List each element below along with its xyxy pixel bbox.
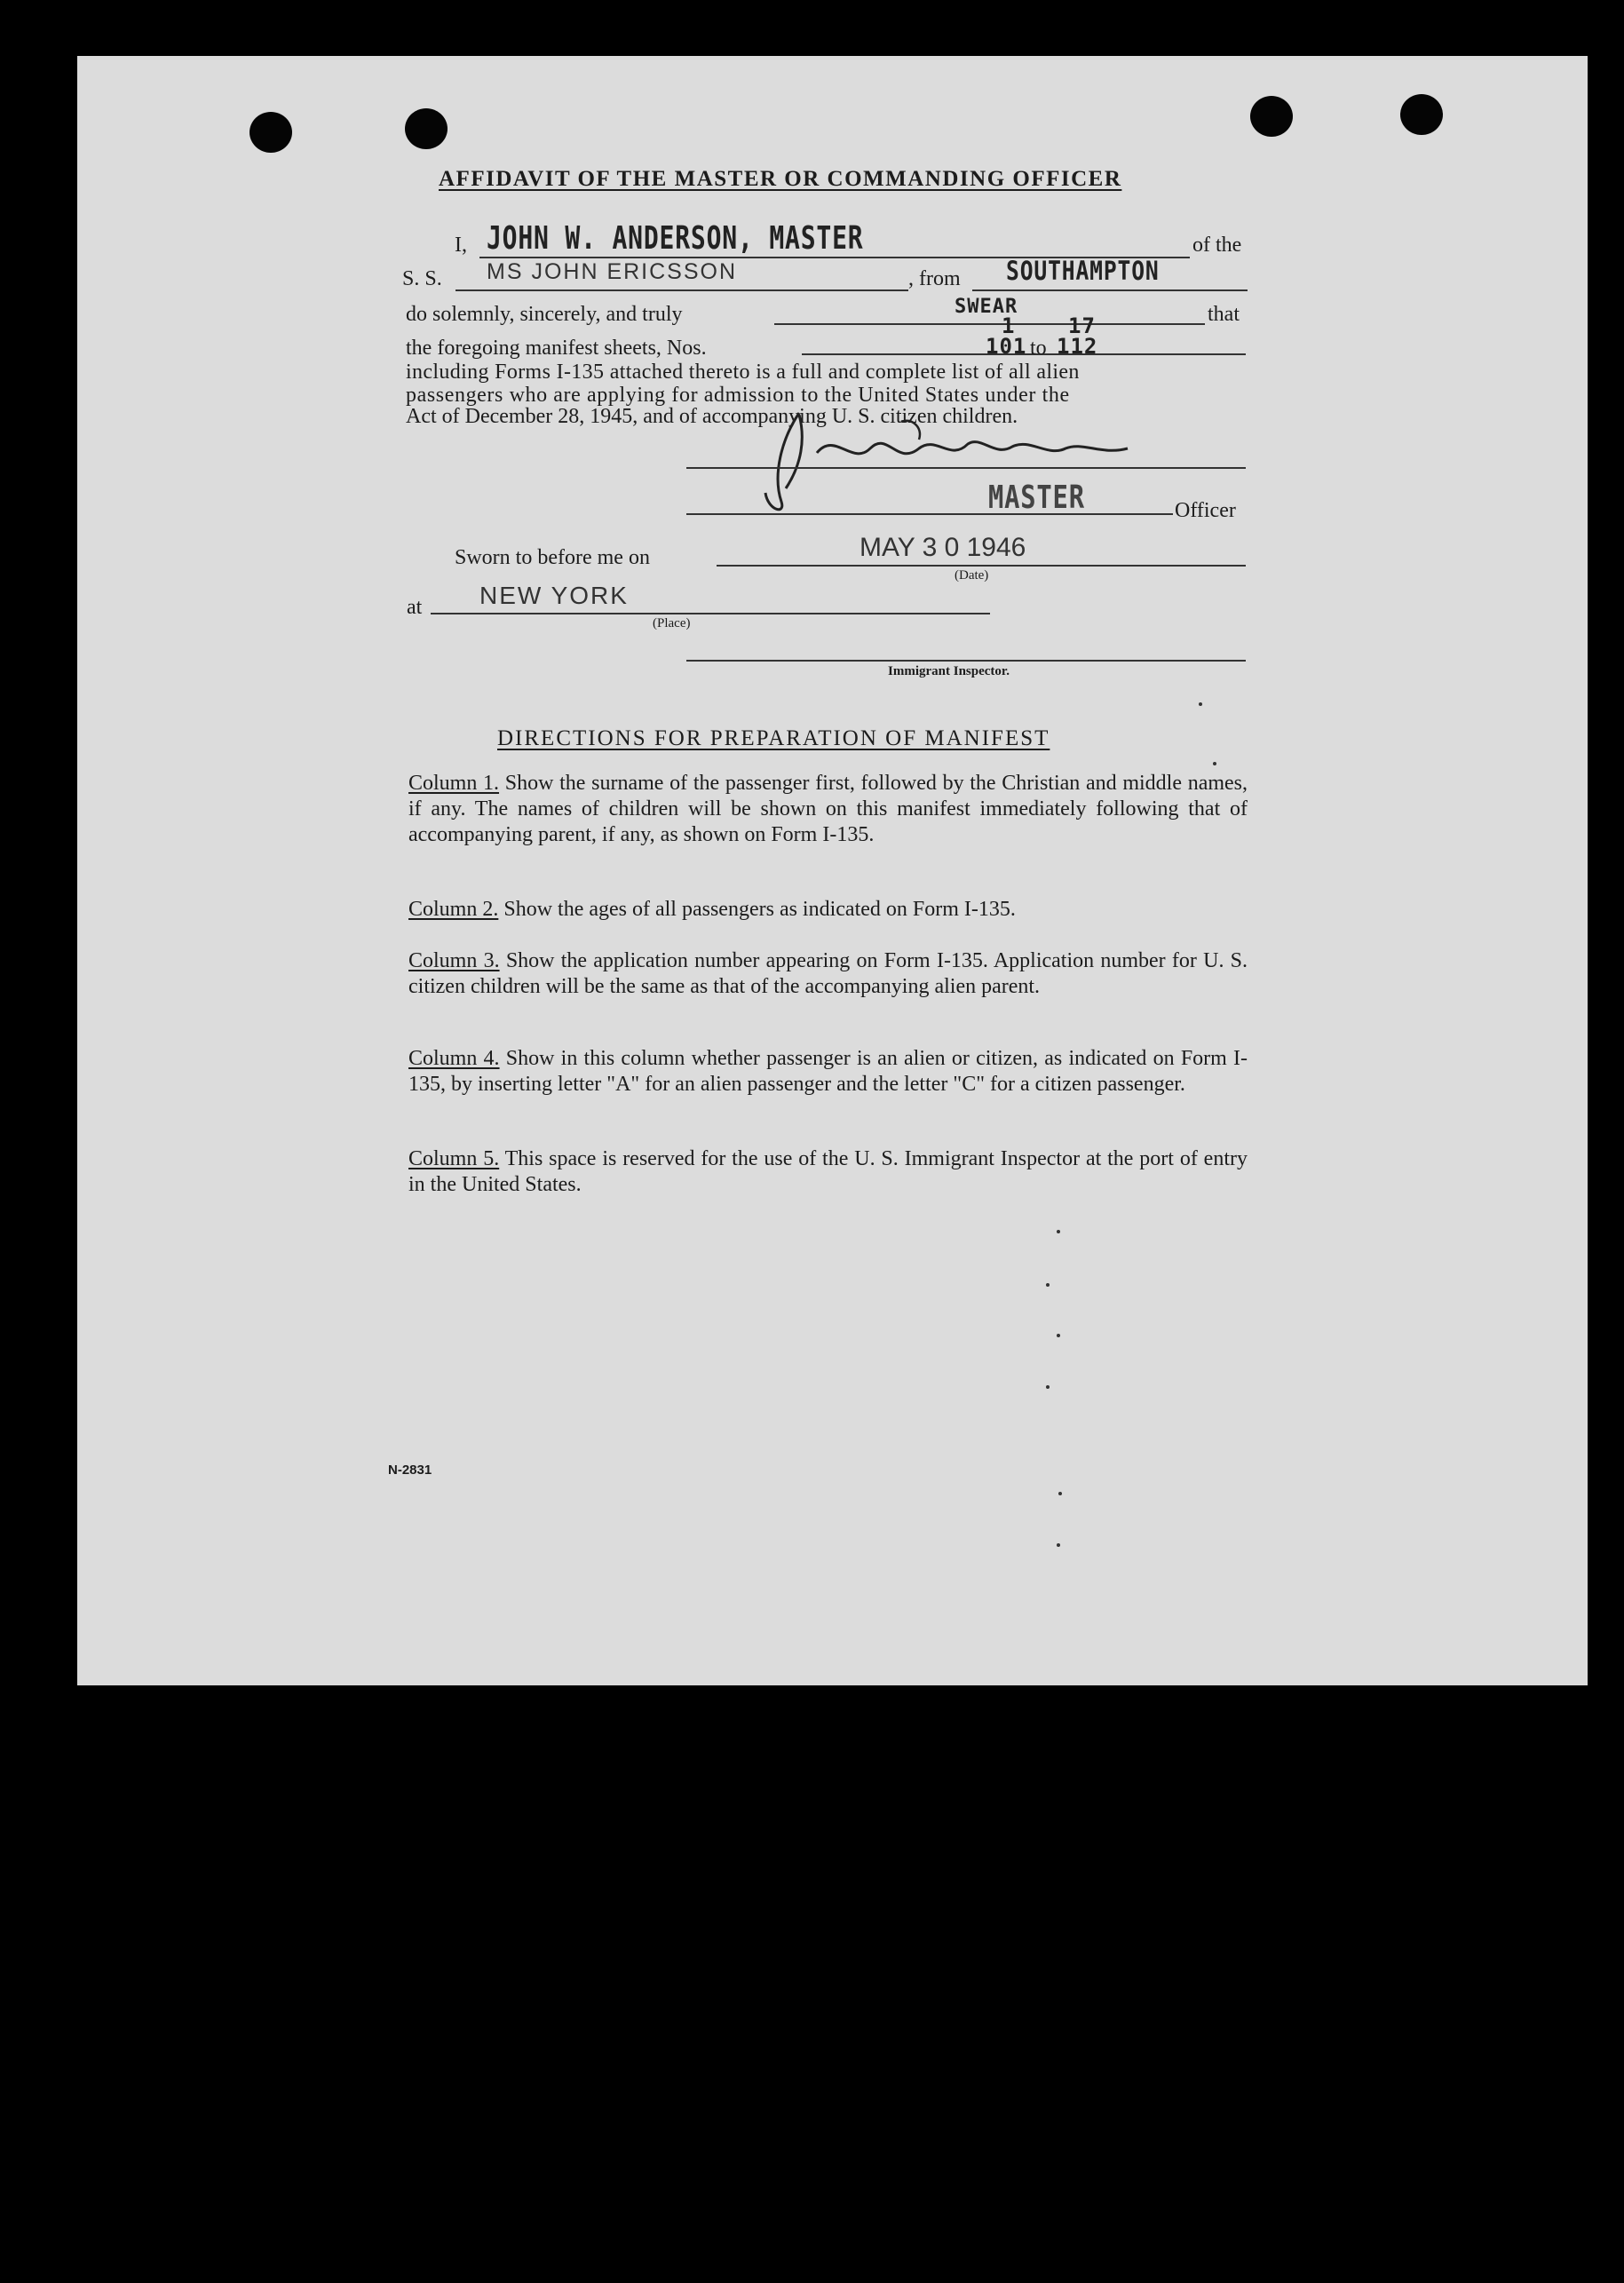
affidavit-text-line-1: including Forms I-135 attached thereto is a full and complete list of all alien [406, 361, 1080, 384]
directions-title: DIRECTIONS FOR PREPARATION OF MANIFEST [497, 726, 1050, 750]
oath-stamp: SWEAR [955, 296, 1018, 318]
place-caption: (Place) [653, 616, 691, 630]
affidavit-text-line-3: Act of December 28, 1945, and of accompanying U. S. citizen children. [406, 405, 1018, 428]
port-from-stamp: SOUTHAMPTON [1006, 256, 1160, 286]
affidavit-text-line-2: passengers who are applying for admission to the United States under the [406, 384, 1070, 407]
scan-speck [1199, 702, 1202, 706]
column-3-text: Show the application number appearing on Form I-135. Application number for U. S. citizen children will be the same as that of the accompanying alien parent. [408, 949, 1248, 998]
column-3-label: Column 3. [408, 949, 500, 972]
column-2-label: Column 2. [408, 898, 499, 921]
port-line [972, 289, 1248, 291]
master-name-stamp: JOHN W. ANDERSON, MASTER [487, 220, 864, 257]
scan-speck [1057, 1230, 1060, 1233]
punch-hole [1250, 96, 1293, 137]
from-label: , from [908, 267, 961, 290]
i-label: I, [455, 234, 467, 257]
sheet-from-top: 1 [1002, 313, 1016, 338]
sworn-date: MAY 3 0 1946 [860, 533, 1026, 562]
place: NEW YORK [479, 582, 629, 609]
do-solemnly-text: do solemnly, sincerely, and truly [406, 303, 683, 326]
of-the-label: of the [1192, 234, 1242, 257]
sheet-to: 112 [1057, 334, 1098, 359]
inspector-line [686, 660, 1246, 662]
punch-hole [1400, 94, 1443, 135]
column-5-label: Column 5. [408, 1147, 500, 1170]
ship-name-line [456, 289, 908, 291]
oath-line [774, 323, 1205, 325]
direction-column-3 [408, 948, 1248, 1000]
date-caption: (Date) [955, 568, 989, 583]
master-signature [746, 404, 1154, 519]
sheet-from: 101 [986, 334, 1027, 359]
column-2-text: Show the ages of all passengers as indicated on Form I-135. [503, 898, 1016, 921]
direction-column-4 [408, 1046, 1248, 1098]
manifest-sheets-text: the foregoing manifest sheets, Nos. [406, 337, 707, 360]
direction-column-5 [408, 1146, 1248, 1198]
punch-hole [405, 108, 448, 149]
column-4-text: Show in this column whether passenger is an alien or citizen, as indicated on Form I-135, by inserting letter "A" for an alien passenger and the letter "C" for a citizen passenger. [408, 1047, 1248, 1096]
sheet-to-top: 17 [1068, 313, 1096, 338]
sworn-date-line [717, 565, 1246, 567]
sworn-label: Sworn to before me on [455, 546, 650, 569]
scan-speck [1213, 762, 1216, 765]
direction-column-1 [408, 771, 1248, 848]
place-line [431, 613, 990, 614]
affidavit-title: AFFIDAVIT OF THE MASTER OR COMMANDING OFFICER [439, 167, 1122, 191]
column-1-label: Column 1. [408, 772, 500, 795]
ss-label: S. S. [402, 267, 442, 290]
officer-line [686, 513, 1173, 515]
at-label: at [407, 596, 423, 619]
signature-line [686, 467, 1246, 469]
column-1-text: Show the surname of the passenger first, followed by the Christian and middle names, if any. The names of children will be shown on this manifest immediately following that of accompanying parent, if any, as shown on Form I-135. [408, 772, 1248, 846]
to-word: to [1030, 337, 1047, 360]
direction-column-2 [408, 897, 1248, 923]
inspector-caption: Immigrant Inspector. [888, 664, 1010, 678]
officer-label: Officer [1175, 499, 1236, 522]
punch-hole [250, 112, 292, 153]
scan-speck [1057, 1543, 1060, 1547]
scan-speck [1046, 1385, 1050, 1389]
column-5-text: This space is reserved for the use of the U. S. Immigrant Inspector at the port of entry in the United States. [408, 1147, 1248, 1196]
document-page [77, 56, 1588, 1685]
scan-speck [1046, 1283, 1050, 1287]
that-label: that [1208, 303, 1240, 326]
ship-name: MS JOHN ERICSSON [487, 259, 738, 284]
column-4-label: Column 4. [408, 1047, 500, 1070]
form-number: N-2831 [388, 1463, 432, 1478]
rank-stamp: MASTER [988, 480, 1085, 516]
scan-speck [1058, 1492, 1062, 1495]
scan-speck [1057, 1334, 1060, 1337]
